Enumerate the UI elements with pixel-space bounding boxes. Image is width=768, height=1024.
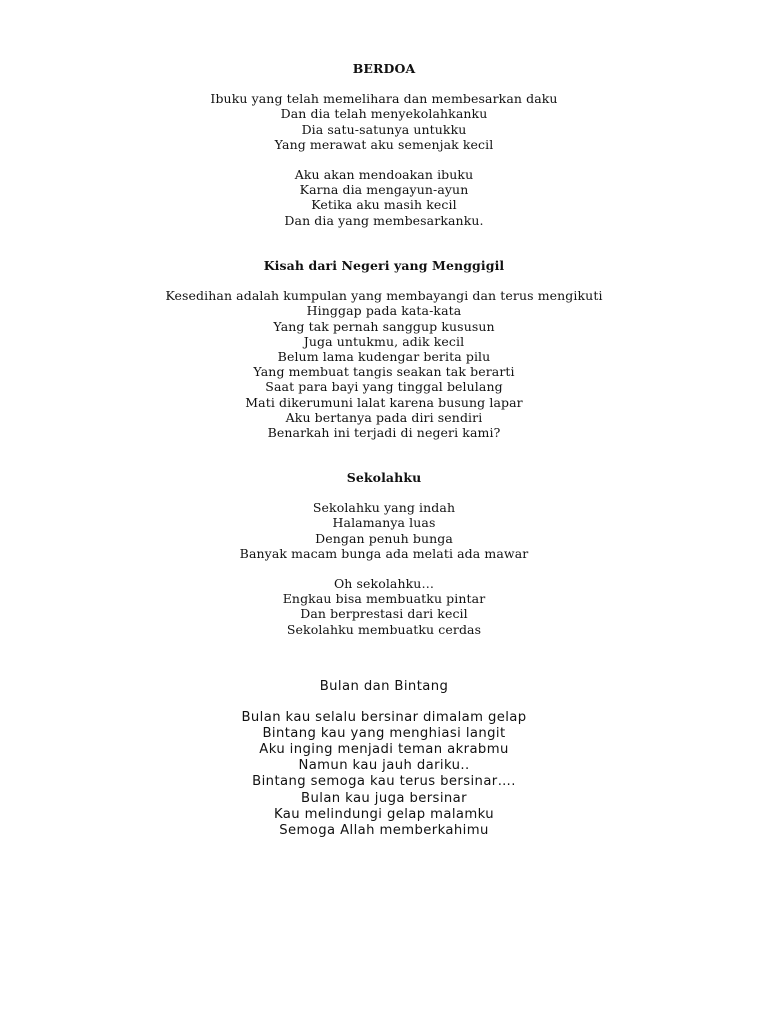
- poem-line: Ketika aku masih kecil: [311, 197, 457, 213]
- poem-line: Dan berprestasi dari kecil: [300, 606, 468, 622]
- poem-kisah-dari-negeri: [0, 258, 768, 440]
- poem-title: Kisah dari Negeri yang Menggigil: [263, 258, 505, 273]
- poem-line: Bintang kau yang menghiasi langit: [262, 726, 506, 742]
- poem-line: Belum lama kudengar berita pilu: [277, 349, 491, 365]
- poem-line: Namun kau jauh dariku..: [298, 758, 470, 774]
- poem-line: Dan dia yang membesarkanku.: [284, 212, 484, 228]
- poem-sekolahku: [0, 470, 768, 637]
- poem-line: Bintang semoga kau terus bersinar….: [252, 774, 516, 790]
- poem-line: Saat para bayi yang tinggal belulang: [265, 379, 503, 395]
- poem-line: Hinggap pada kata-kata: [306, 303, 462, 319]
- poem-line: Dengan penuh bunga: [315, 530, 453, 546]
- poem-line: Bulan kau juga bersinar: [301, 790, 467, 806]
- poem-line: Yang tak pernah sanggup kususun: [273, 318, 495, 334]
- poem-line: Oh sekolahku…: [333, 576, 435, 592]
- poem-line: Juga untukmu, adik kecil: [303, 333, 465, 349]
- poem-line: Yang merawat aku semenjak kecil: [274, 136, 494, 152]
- poem-line: Aku inging menjadi teman akrabmu: [259, 742, 509, 758]
- poem-line: Benarkah ini terjadi di negeri kami?: [267, 425, 501, 441]
- poem-line: Dia satu-satunya untukku: [301, 121, 467, 137]
- stanza: [0, 167, 768, 228]
- poem-title: Bulan dan Bintang: [319, 679, 449, 694]
- poem-line: Engkau bisa membuatku pintar: [282, 591, 486, 607]
- poem-line: Yang membuat tangis seakan tak berarti: [253, 364, 515, 380]
- poem-line: Aku bertanya pada diri sendiri: [285, 409, 483, 425]
- poem-line: Karna dia mengayun-ayun: [299, 182, 469, 198]
- poem-line: Aku akan mendoakan ibuku: [294, 167, 474, 183]
- poem-line: Mati dikerumuni lalat karena busung lapar: [245, 394, 523, 410]
- poem-line: Halamanya luas: [332, 515, 436, 531]
- stanza: [0, 91, 768, 152]
- stanza: [0, 500, 768, 561]
- poem-line: Sekolahku membuatku cerdas: [286, 621, 482, 637]
- stanza: [0, 288, 768, 440]
- poem-line: Bulan kau selalu bersinar dimalam gelap: [241, 710, 527, 726]
- poem-line: Semoga Allah memberkahimu: [279, 822, 489, 838]
- poem-line: Kesedihan adalah kumpulan yang membayangi dan terus mengikuti: [165, 288, 603, 304]
- poem-line: Sekolahku yang indah: [312, 500, 456, 516]
- poem-line: Ibuku yang telah memelihara dan membesarkan daku: [210, 91, 558, 107]
- poem-line: Dan dia telah menyekolahkanku: [280, 106, 488, 122]
- poem-title: Sekolahku: [346, 470, 422, 485]
- stanza: [0, 576, 768, 637]
- stanza: [0, 710, 768, 839]
- poem-berdoa: [0, 61, 768, 228]
- poem-line: Banyak macam bunga ada melati ada mawar: [239, 545, 529, 561]
- poem-line: Kau melindungi gelap malamku: [273, 806, 495, 822]
- poem-title: BERDOA: [352, 61, 416, 76]
- poem-bulan-dan-bintang: [0, 679, 768, 839]
